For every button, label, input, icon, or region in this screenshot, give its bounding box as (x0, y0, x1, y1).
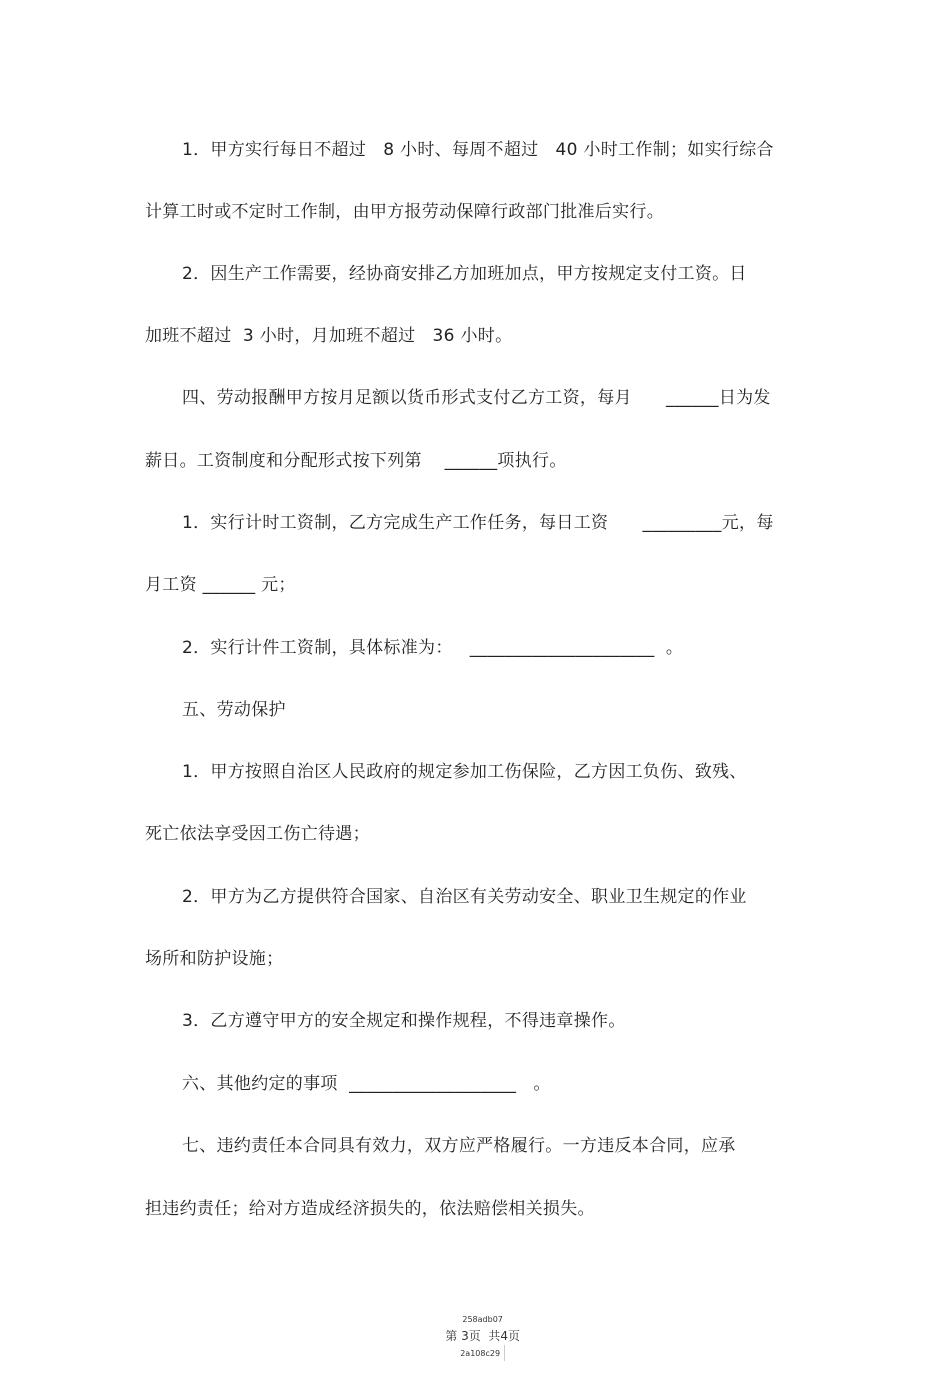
footer-page-number: 第 3页 共4页 (445, 1329, 520, 1343)
clause-p-3-line: 3．乙方遵守甲方的安全规定和操作规程，不得违章操作。 (182, 1011, 626, 1031)
section-4-line-1: 四、劳动报酬甲方按月足额以货币形式支付乙方工资，每月 ______日为发 (182, 388, 771, 408)
clause-5-2-line-2: 加班不超过 3 小时，月加班不超过 36 小时。 (145, 326, 513, 346)
clause-p-1-line-1: 1．甲方按照自治区人民政府的规定参加工伤保险，乙方因工负伤、致残、 (182, 762, 747, 782)
clause-5-1-line-2: 计算工时或不定时工作制，由甲方报劳动保障行政部门批准后实行。 (145, 202, 664, 222)
clause-4-1-line-1: 1．实行计时工资制，乙方完成生产工作任务，每日工资 _________元，每 (182, 513, 774, 533)
clause-4-2-line: 2．实行计件工资制，具体标准为： _____________________ 。 (182, 638, 684, 658)
section-4-line-2: 薪日。工资制度和分配形式按下列第 ______项执行。 (145, 451, 567, 471)
footer-code-right: 2a108c29 (460, 1349, 501, 1358)
section-7-line-1: 七、违约责任本合同具有效力，双方应严格履行。一方违反本合同，应承 (182, 1136, 736, 1156)
footer-divider (504, 1345, 505, 1361)
section-7-line-2: 担违约责任；给对方造成经济损失的，依法赔偿相关损失。 (145, 1199, 595, 1219)
section-6-line: 六、其他约定的事项 ___________________ 。 (182, 1074, 551, 1094)
clause-4-1-line-2: 月工资 ______ 元； (145, 575, 296, 595)
page-footer (0, 1294, 950, 1378)
clause-p-1-line-2: 死亡依法享受因工伤亡待遇； (145, 824, 370, 844)
footer-code-left: 258adb07 (462, 1315, 503, 1324)
clause-p-2-line-1: 2．甲方为乙方提供符合国家、自治区有关劳动安全、职业卫生规定的作业 (182, 887, 747, 907)
section-5-heading: 五、劳动保护 (182, 700, 286, 720)
clause-5-2-line-1: 2．因生产工作需要，经协商安排乙方加班加点，甲方按规定支付工资。日 (182, 264, 747, 284)
clause-5-1-line-1: 1．甲方实行每日不超过 8 小时、每周不超过 40 小时工作制；如实行综合 (182, 140, 774, 160)
clause-p-2-line-2: 场所和防护设施； (145, 949, 284, 969)
